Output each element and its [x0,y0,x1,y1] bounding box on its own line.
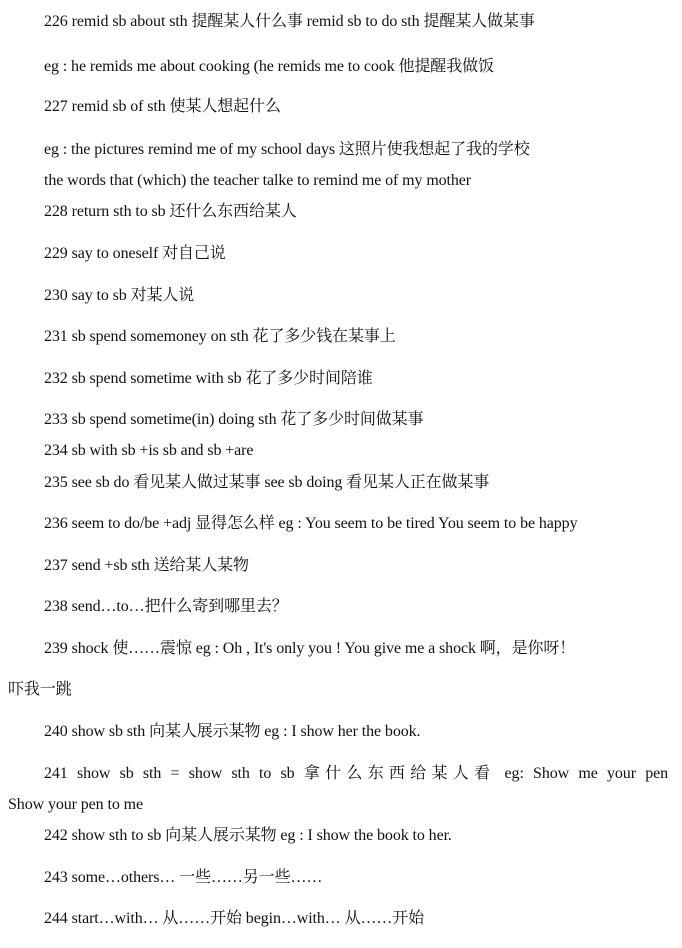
entry-236: 236 seem to do/be +adj 显得怎么样 eg : You seem to be tired You seem to be happy [44,515,578,532]
entry-239-continued: 吓我一跳 [8,681,72,698]
entry-235: 235 see sb do 看见某人做过某事 see sb doing 看见某人正在做某事 [44,474,490,491]
entry-240: 240 show sb sth 向某人展示某物 eg : I show her the book. [44,723,421,740]
entry-229: 229 say to oneself 对自己说 [44,245,226,262]
entry-243: 243 some…others… 一些……另一些…… [44,869,323,886]
entry-227: 227 remid sb of sth 使某人想起什么 [44,98,281,115]
entry-238: 238 send…to…把什么寄到哪里去？ [44,598,288,615]
entry-226: 226 remid sb about sth 提醒某人什么事 remid sb to do sth 提醒某人做某事 [44,13,535,30]
entry-237: 237 send +sb sth 送给某人某物 [44,557,249,574]
entry-228: 228 return sth to sb 还什么东西给某人 [44,203,297,220]
entry-233: 233 sb spend sometime(in) doing sth 花了多少时间做某事 [44,411,424,428]
entry-232: 232 sb spend sometime with sb 花了多少时间陪谁 [44,370,373,387]
example-227-continued: the words that (which) the teacher talke to remind me of my mother [44,172,472,189]
entry-244: 244 start…with… 从……开始 begin…with… 从……开始 [44,910,425,927]
entry-239: 239 shock 使……震惊 eg : Oh , It's only you ! You give me a shock 啊，是你呀！ [44,640,576,657]
entry-231: 231 sb spend somemoney on sth 花了多少钱在某事上 [44,328,396,345]
entry-241-continued: Show your pen to me [8,796,143,813]
entry-234: 234 sb with sb +is sb and sb +are [44,442,254,459]
entry-230: 230 say to sb 对某人说 [44,287,195,304]
entry-241: 241 show sb sth = show sth to sb 拿什么东西给某人看 eg: Show me your pen [44,765,668,782]
example-226: eg : he remids me about cooking (he remids me to cook 他提醒我做饭 [44,58,494,75]
entry-242: 242 show sth to sb 向某人展示某物 eg : I show the book to her. [44,827,452,844]
example-227: eg : the pictures remind me of my school days 这照片使我想起了我的学校 [44,141,530,158]
